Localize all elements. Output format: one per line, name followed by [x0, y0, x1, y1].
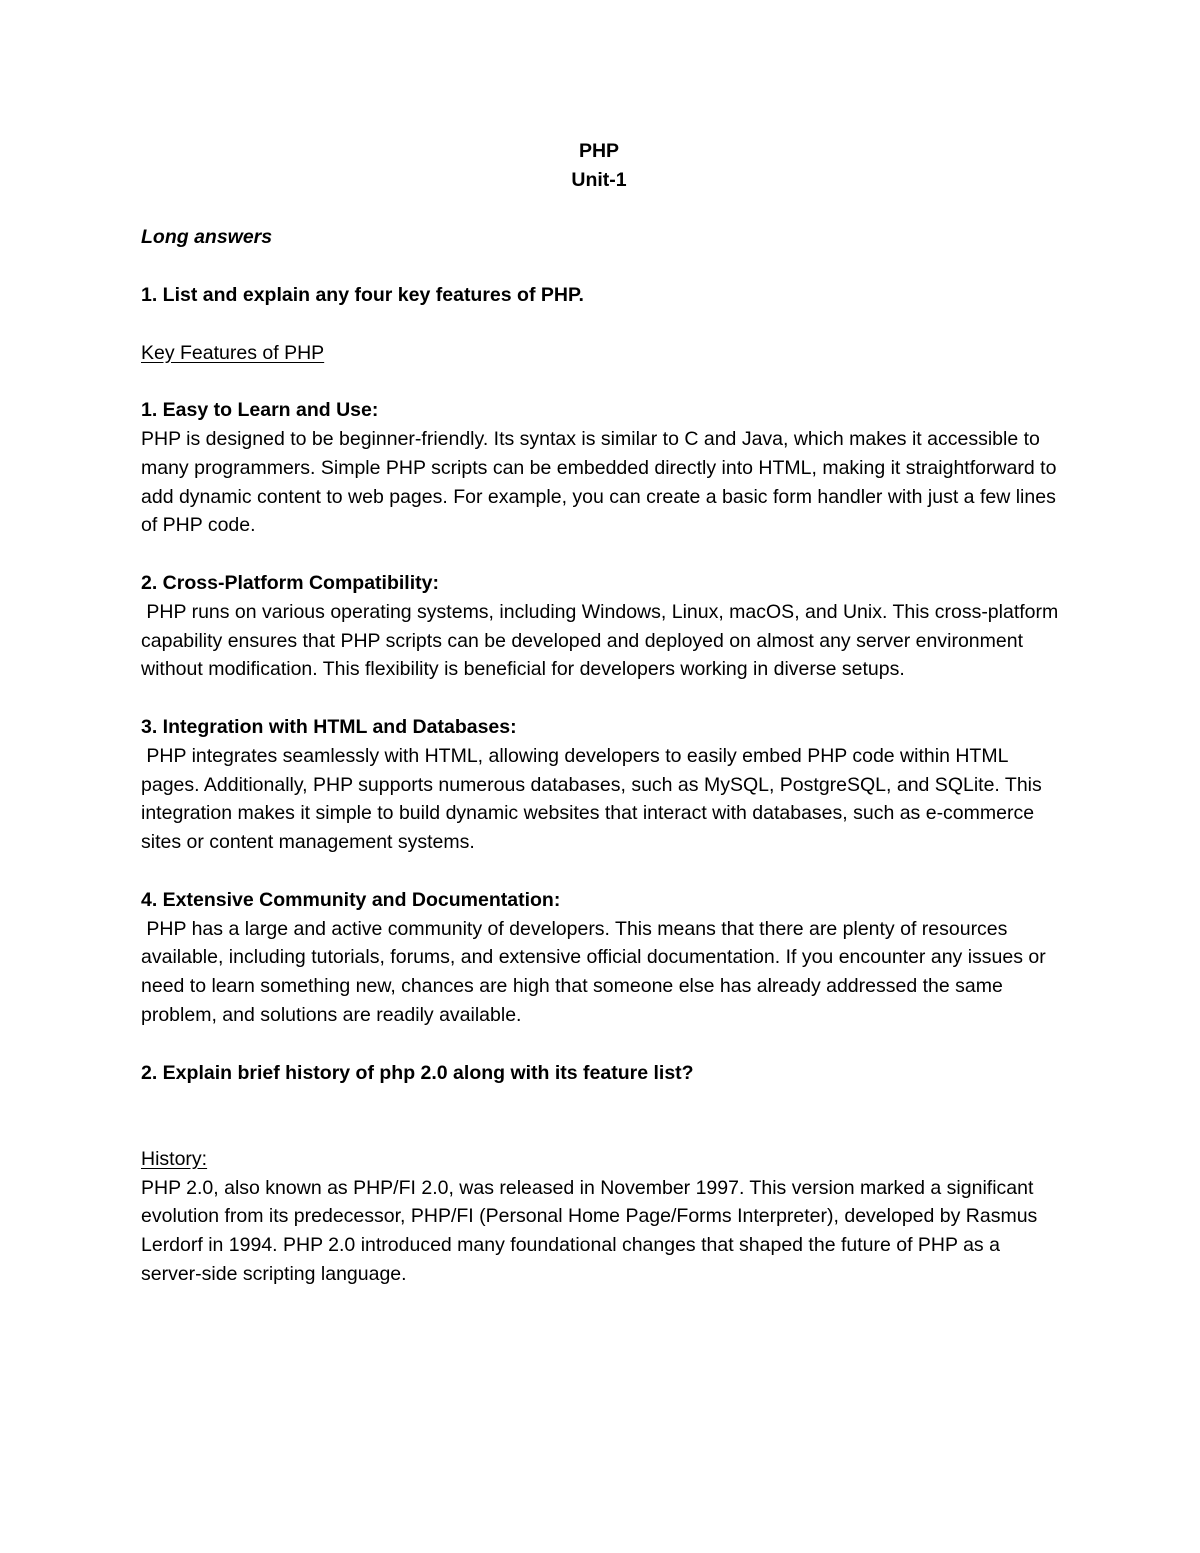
feature-heading: 3. Integration with HTML and Databases:: [141, 715, 517, 738]
key-features-heading: Key Features of PHP: [141, 341, 325, 364]
feature-body: PHP runs on various operating systems, including Windows, Linux, macOS, and Unix. This cross-platform capability ensures that PHP scripts can be developed and deployed on almost any server environment without modification. This flexibility is beneficial for developers working in diverse setups.: [141, 600, 1064, 681]
feature-heading: 2. Cross-Platform Compatibility:: [141, 571, 439, 594]
question-2: 2. Explain brief history of php 2.0 along with its feature list?: [141, 1061, 694, 1084]
feature-body: PHP is designed to be beginner-friendly. Its syntax is similar to C and Java, which makes it accessible to many programmers. Simple PHP scripts can be embedded directly into HTML, making it straightforward to add dynamic content to web pages. For example, you can create a basic form handler with just a few lines of PHP code.: [141, 427, 1057, 537]
question-1: 1. List and explain any four key features of PHP.: [141, 283, 584, 306]
history-body: PHP 2.0, also known as PHP/FI 2.0, was released in November 1997. This version marked a significant evolution from its predecessor, PHP/FI (Personal Home Page/Forms Interpreter), developed by Rasmus Lerdorf in 1994. PHP 2.0 introduced many foundational changes that shaped the future of PHP as a server-side scripting language.: [141, 1176, 1038, 1286]
section-label: Long answers: [141, 226, 273, 249]
feature-body: PHP has a large and active community of developers. This means that there are plenty of resources available, including tutorials, forums, and extensive official documentation. If you encounter any issues or need to learn something new, chances are high that someone else has already addressed the same problem, and solutions are readily available.: [141, 917, 1052, 1026]
feature-heading: 4. Extensive Community and Documentation:: [141, 888, 561, 911]
feature-heading: 1. Easy to Learn and Use:: [141, 399, 379, 422]
document-subtitle: Unit-1: [571, 168, 627, 191]
history-heading: History:: [141, 1147, 208, 1170]
document-title: PHP: [578, 140, 620, 162]
feature-body: PHP integrates seamlessly with HTML, allowing developers to easily embed PHP code within HTML pages. Additionally, PHP supports numerous databases, such as MySQL, PostgreSQL, and SQLite. This integration makes it simple to build dynamic websites that interact with databases, such as e-commerce sites or content management systems.: [141, 744, 1048, 854]
document-content: [141, 137, 1064, 1289]
